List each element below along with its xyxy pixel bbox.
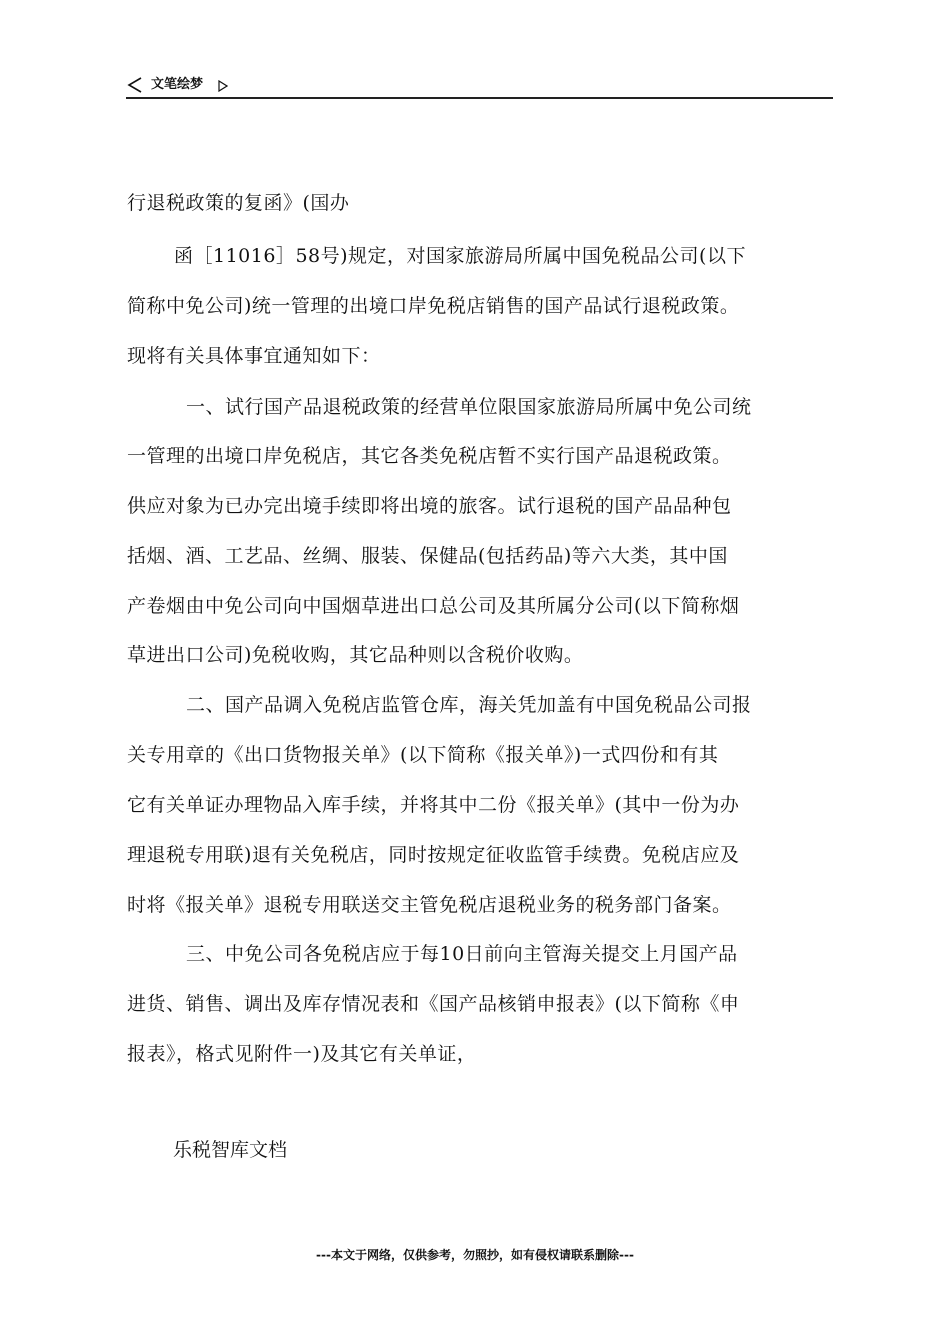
footer-disclaimer: ---本文于网络，仅供参考，勿照抄，如有侵权请联系删除--- xyxy=(316,1248,634,1262)
body-line: 三、中免公司各免税店应于每10日前向主管海关提交上月国产品 xyxy=(186,943,738,965)
body-line: 简称中免公司)统一管理的出境口岸免税店销售的国产品试行退税政策。 xyxy=(127,295,740,317)
triangle-right-icon xyxy=(218,77,228,89)
body-line: 二、国产品调入免税店监管仓库，海关凭加盖有中国免税品公司报 xyxy=(186,694,752,716)
body-line: 产卷烟由中免公司向中国烟草进出口总公司及其所属分公司(以下简称烟 xyxy=(127,595,740,617)
footer-source-label: 乐税智库文档 xyxy=(173,1139,288,1161)
page-header xyxy=(127,74,833,98)
body-line: 供应对象为已办完出境手续即将出境的旅客。试行退税的国产品品种包 xyxy=(127,495,732,517)
body-line: 行退税政策的复函》(国办 xyxy=(127,192,350,214)
body-line: 时将《报关单》退税专用联送交主管免税店退税业务的税务部门备案。 xyxy=(127,894,732,916)
body-line: 理退税专用联)退有关免税店，同时按规定征收监管手续费。免税店应及 xyxy=(127,844,740,866)
body-line: 进货、销售、调出及库存情况表和《国产品核销申报表》(以下简称《申 xyxy=(127,993,740,1015)
header-divider xyxy=(126,97,833,99)
body-line: 函［11016］58号)规定，对国家旅游局所属中国免税品公司(以下 xyxy=(174,245,746,267)
triangle-left-icon xyxy=(127,76,143,94)
body-line: 一、试行国产品退税政策的经营单位限国家旅游局所属中免公司统 xyxy=(186,396,752,418)
header-title: 文笔绘梦 xyxy=(151,77,204,92)
body-line: 它有关单证办理物品入库手续，并将其中二份《报关单》(其中一份为办 xyxy=(127,794,740,816)
body-line: 现将有关具体事宜通知如下： xyxy=(127,345,381,367)
body-line: 括烟、酒、工艺品、丝绸、服装、保健品(包括药品)等六大类，其中国 xyxy=(127,545,728,567)
body-line: 一管理的出境口岸免税店，其它各类免税店暂不实行国产品退税政策。 xyxy=(127,445,732,467)
body-line: 关专用章的《出口货物报关单》(以下简称《报关单》)一式四份和有其 xyxy=(127,744,719,766)
body-line: 报表》，格式见附件一)及其它有关单证， xyxy=(127,1043,477,1065)
body-line: 草进出口公司)免税收购，其它品种则以含税价收购。 xyxy=(127,644,584,666)
